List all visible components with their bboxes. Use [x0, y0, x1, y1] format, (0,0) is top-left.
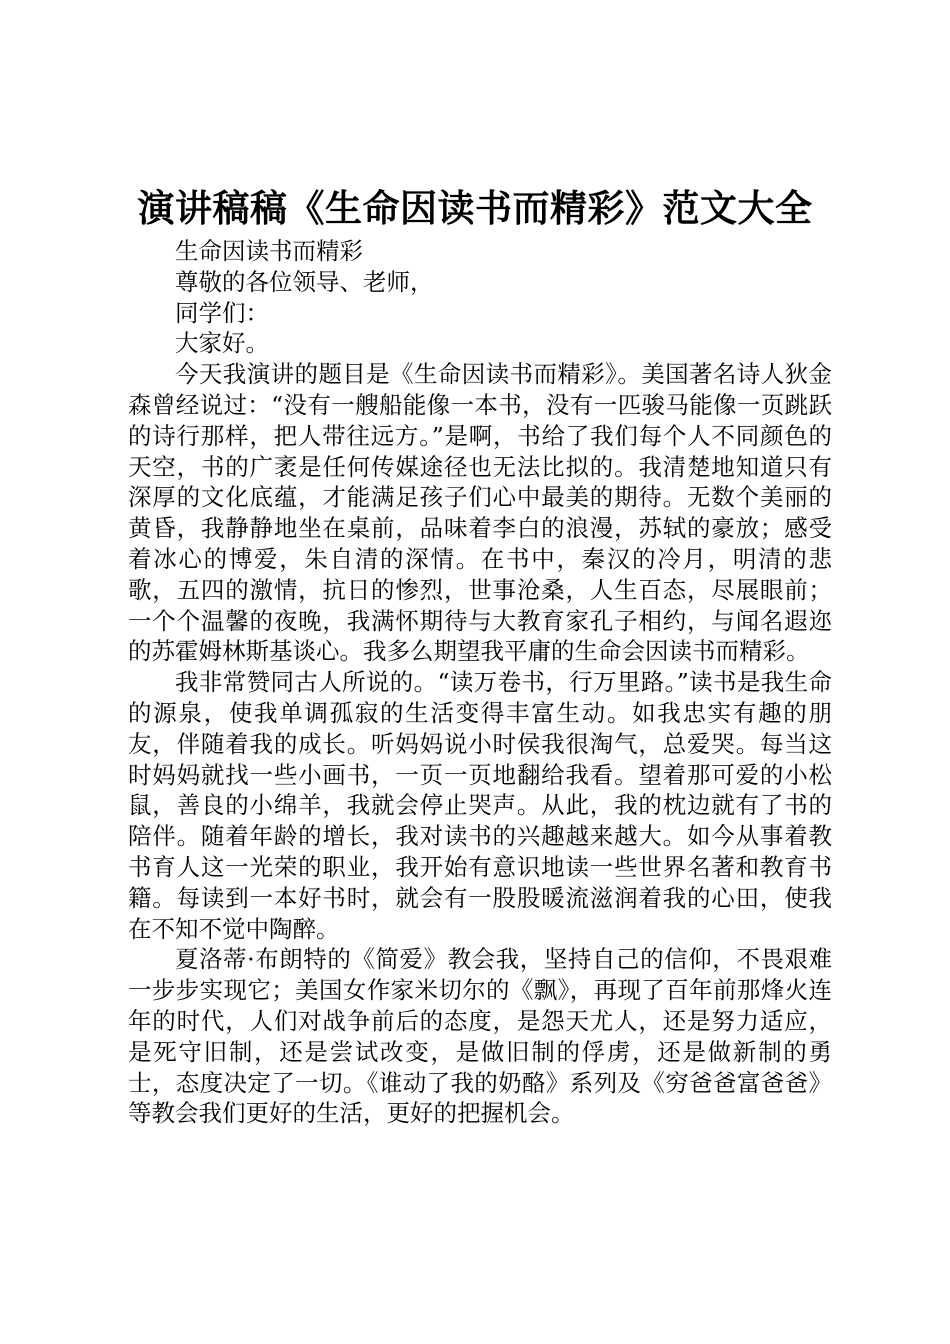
- paragraph-subtitle: 生命因读书而精彩: [175, 237, 363, 265]
- paragraph: 今天我演讲的题目是《生命因读书而精彩》。美国著名诗人狄金森曾经说过：“没有一艘船能像一本书，没有一匹骏马能像一页跳跃的诗行那样，把人带往远方。”是啊，书给了我们每个人不同颜色的天空，书的广袤是任何传媒途径也无法比拟的。我清楚地知道只有深厚的文化底蕴，才能满足孩子们心中最美的期待。无数个美丽的黄昏，我静静地坐在桌前，品味着李白的浪漫，苏轼的豪放；感受着冰心的博爱，朱自清的深情。在书中，秦汉的冷月，明清的悲歌，五四的激情，抗日的惨烈，世事沧桑，人生百态，尽展眼前；一个个温馨的夜晚，我满怀期待与大教育家孔子相约，与闻名遐迩的苏霍姆林斯基谈心。我多么期望我平庸的生命会因读书而精彩。: [128, 360, 832, 666]
- paragraph-salutation-2: 同学们：: [175, 298, 269, 327]
- paragraph: 夏洛蒂·布朗特的《简爱》教会我，坚持自己的信仰，不畏艰难一步步实现它；美国女作家米切尔的《飘》，再现了百年前那烽火连年的时代，人们对战争前后的态度，是怨天尤人，还是努力适应，是死守旧制，还是尝试改变，是做旧制的俘虏，还是做新制的勇士，态度决定了一切。《谁动了我的奶酪》系列及《穷爸爸富爸爸》等教会我们更好的生活，更好的把握机会。: [128, 945, 832, 1128]
- document-title: 演讲稿稿《生命因读书而精彩》范文大全: [137, 186, 813, 230]
- paragraph: 我非常赞同古人所说的。“读万卷书，行万里路。”读书是我生命的源泉，使我单调孤寂的生活变得丰富生动。如我忠实有趣的朋友，伴随着我的成长。听妈妈说小时侯我很淘气，总爱哭。每当这时妈妈就找一些小画书，一页一页地翻给我看。望着那可爱的小松鼠，善良的小绵羊，我就会停止哭声。从此，我的枕边就有了书的陪伴。随着年龄的增长，我对读书的兴趣越来越大。如今从事着教书育人这一光荣的职业，我开始有意识地读一些世界名著和教育书籍。每读到一本好书时，就会有一股股暖流滋润着我的心田，使我在不知不觉中陶醉。: [128, 668, 832, 943]
- document-body: [128, 236, 832, 1129]
- paragraph-salutation: 尊敬的各位领导、老师，: [175, 267, 434, 296]
- paragraph-greeting: 大家好。: [175, 329, 269, 358]
